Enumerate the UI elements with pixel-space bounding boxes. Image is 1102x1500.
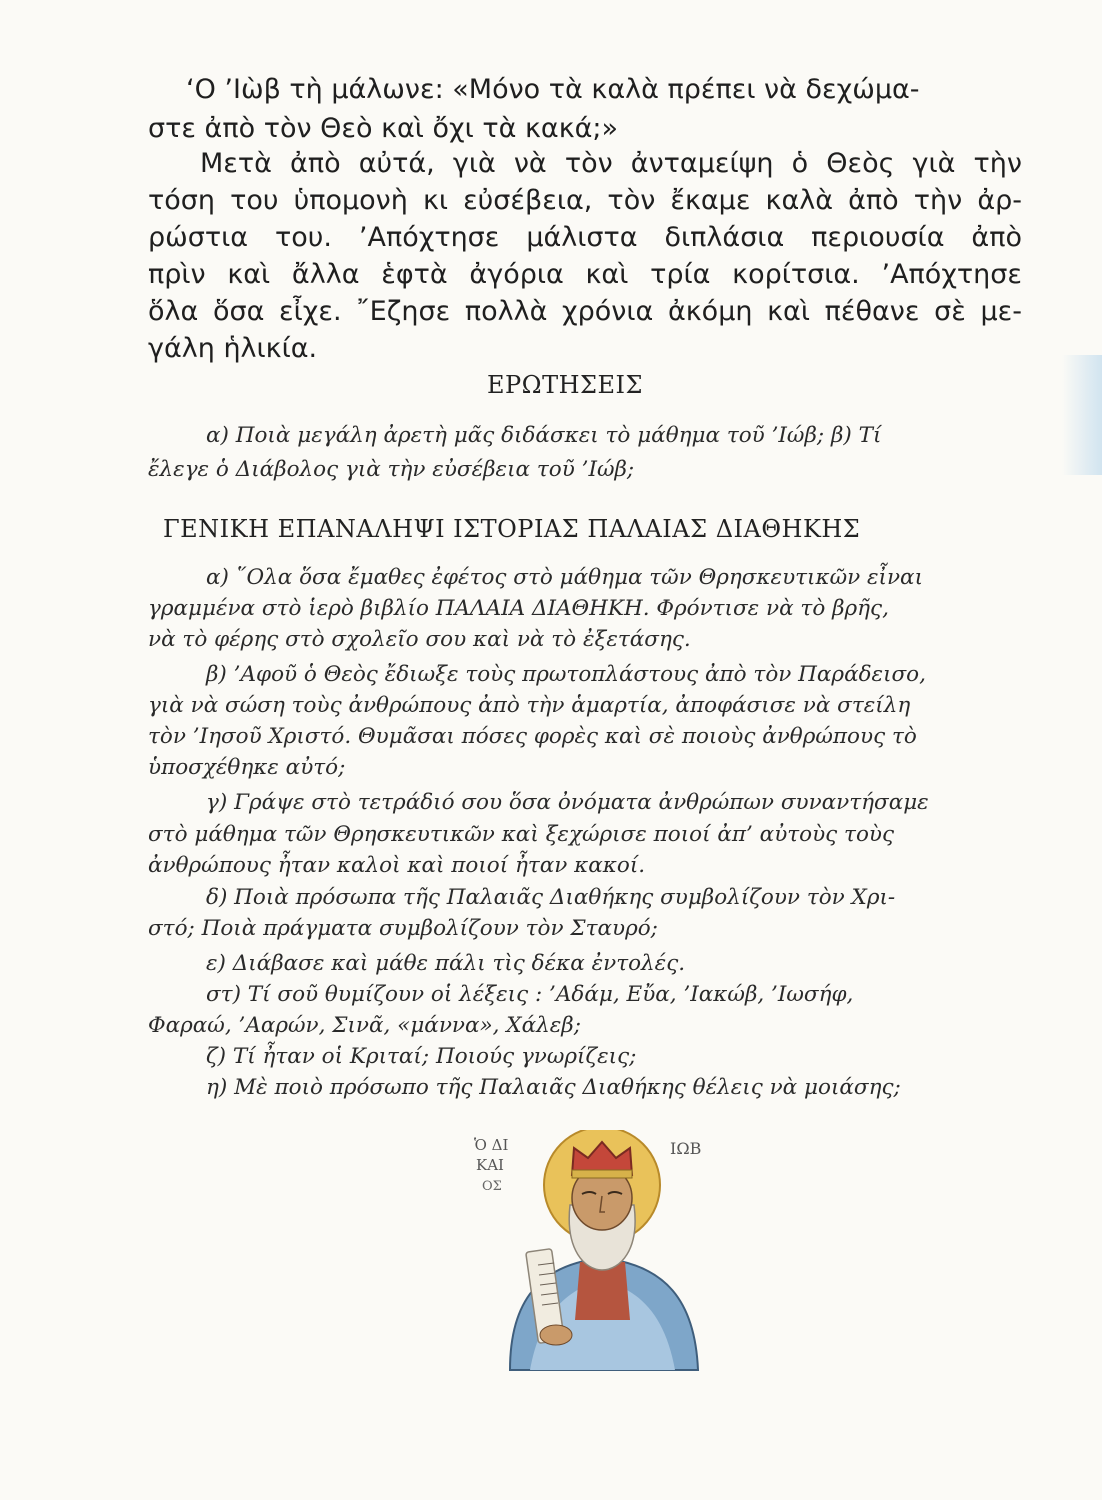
story-line-text: πρὶν καὶ ἄλλα ἑφτὰ ἀγόρια καὶ τρία κορίτσια. ’Απόχτησε [148, 259, 1022, 290]
review-line: δ) Ποιὰ πρόσωπα τῆς Παλαιᾶς Διαθήκης συμβολίζουν τὸν Χρι- [206, 885, 896, 910]
story-line [148, 293, 1022, 331]
story-line [148, 219, 1022, 257]
review-line: ζ) Τί ἦταν οἱ Κριταί; Ποιούς γνωρίζεις; [206, 1044, 637, 1069]
review-line: στ) Τί σοῦ θυμίζουν οἱ λέξεις : ’Αδάμ, Εὔα, ’Ιακώβ, ’Ιωσήφ, [206, 982, 854, 1007]
story-line-text: ‘Ο ’Ιὼβ τὴ μάλωνε: «Μόνο τὰ καλὰ πρέπει νὰ δεχώμα- [186, 74, 920, 105]
review-line: στὸ μάθημα τῶν Θρησκευτικῶν καὶ ξεχώρισε ποιοί ἀπ’ αὐτοὺς τοὺς [148, 822, 895, 847]
review-heading: ΓΕΝΙΚΗ ΕΠΑΝΑΛΗΨΙ ΙΣΤΟΡΙΑΣ ΠΑΛΑΙΑΣ ΔΙΑΘΗΚΗΣ [163, 515, 861, 543]
story-line [186, 71, 1022, 109]
review-line: ἀνθρώπους ἦταν καλοὶ καὶ ποιοί ἦταν κακοί. [148, 853, 646, 878]
story-line-text: ρώστια του. ’Απόχτησε μάλιστα διπλάσια περιουσία ἀπὸ [148, 222, 1022, 253]
review-line: γ) Γράψε στὸ τετράδιό σου ὅσα ὀνόματα ἀνθρώπων συναντήσαμε [206, 790, 929, 815]
story-line [148, 256, 1022, 294]
review-line: η) Μὲ ποιὸ πρόσωπο τῆς Παλαιᾶς Διαθήκης θέλεις νὰ μοιάσης; [206, 1075, 901, 1100]
story-line-text: ὅλα ὅσα εἶχε. ῎Εζησε πολλὰ χρόνια ἀκόμη καὶ πέθανε σὲ με- [148, 296, 1022, 327]
review-line: στό; Ποιὰ πράγματα συμβολίζουν τὸν Σταυρό; [148, 916, 658, 941]
story-line [200, 145, 1022, 183]
review-line: τὸν ’Ιησοῦ Χριστό. Θυμᾶσαι πόσες φορὲς καὶ σὲ ποιοὺς ἀνθρώπους τὸ [148, 724, 917, 749]
story-line-text: Μετὰ ἀπὸ αὐτά, γιὰ νὰ τὸν ἀνταμείψη ὁ Θεὸς γιὰ τὴν [200, 148, 1022, 179]
review-line: α) ῞Ολα ὅσα ἔμαθες ἐφέτος στὸ μάθημα τῶν Θρησκευτικῶν εἶναι [206, 565, 923, 590]
story-line [148, 182, 1022, 220]
question-line: α) Ποιὰ μεγάλη ἀρετὴ μᾶς διδάσκει τὸ μάθημα τοῦ ’Ιώβ; β) Τί [206, 423, 882, 448]
story-line-text: τόση του ὑπομονὴ κι εὐσέβεια, τὸν ἔκαμε καλὰ ἀπὸ τὴν ἀρ- [148, 185, 1022, 216]
review-line: γραμμένα στὸ ἱερὸ βιβλίο ΠΑΛΑΙΑ ΔΙΑΘΗΚΗ. Φρόντισε νὰ τὸ βρῆς, [148, 596, 889, 621]
questions-heading: ΕΡΩΤΗΣΕΙΣ [487, 371, 643, 399]
job-icon [470, 1130, 730, 1380]
inscription-left-2: ΚΑΙ [476, 1156, 504, 1174]
question-line: ἔλεγε ὁ Διάβολος γιὰ τὴν εὐσέβεια τοῦ ’Ιώβ; [148, 457, 635, 482]
review-line: ὑποσχέθηκε αὐτό; [148, 755, 346, 780]
inscription-left-1: Ὁ ΔΙ [474, 1136, 509, 1154]
review-line: ε) Διάβασε καὶ μάθε πάλι τὶς δέκα ἐντολές. [206, 951, 686, 976]
story-line [148, 110, 618, 148]
inscription-right: ΙΩΒ [670, 1139, 702, 1158]
scan-edge-tint [1062, 355, 1102, 475]
job-icon-illustration [470, 1130, 730, 1380]
review-line: γιὰ νὰ σώση τοὺς ἀνθρώπους ἀπὸ τὴν ἁμαρτία, ἀποφάσισε νὰ στείλη [148, 693, 911, 718]
story-line-text: γάλη ἡλικία. [148, 333, 318, 364]
review-line: β) ’Αφοῦ ὁ Θεὸς ἔδιωξε τοὺς πρωτοπλάστους ἀπὸ τὸν Παράδεισο, [206, 662, 926, 687]
review-line: νὰ τὸ φέρης στὸ σχολεῖο σου καὶ νὰ τὸ ἐξετάσης. [148, 627, 691, 652]
story-line [148, 330, 317, 368]
review-line: Φαραώ, ’Ααρών, Σινᾶ, «μάννα», Χάλεβ; [148, 1013, 581, 1038]
story-line-text: στε ἀπὸ τὸν Θεὸ καὶ ὄχι τὰ κακά;» [148, 113, 619, 144]
inscription-left-3: ΟΣ [482, 1179, 502, 1194]
